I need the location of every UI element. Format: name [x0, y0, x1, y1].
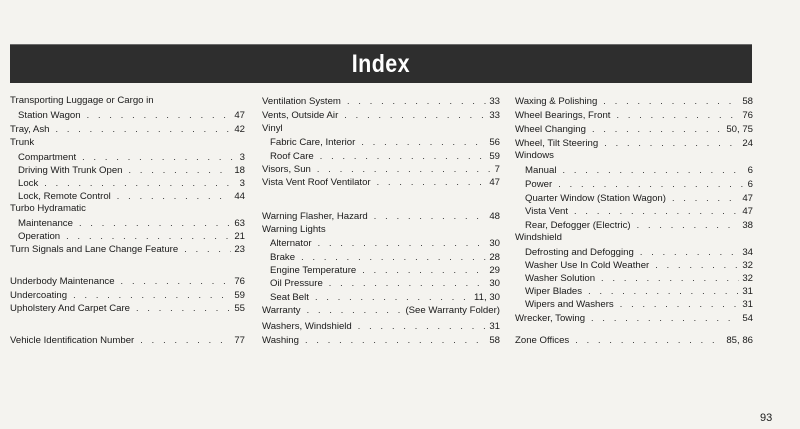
leader-dots	[595, 271, 739, 285]
entry-text: Vista Vent	[525, 206, 569, 217]
entry-text: Transporting Luggage or Cargo in	[10, 95, 154, 106]
leader-dots	[38, 176, 236, 190]
entry-text: Zone Offices	[515, 335, 570, 346]
index-entry	[515, 204, 753, 218]
entry-text: Vista Vent Roof Ventilator	[262, 177, 371, 188]
entry-text: Lock, Remote Control	[18, 191, 111, 202]
index-entry	[515, 245, 753, 259]
leader-dots	[634, 245, 740, 259]
entry-text: Operation	[18, 231, 61, 242]
entry-page: 47	[742, 193, 753, 204]
entry-page: 28	[489, 252, 500, 263]
index-entry	[262, 108, 500, 122]
leader-dots	[352, 319, 487, 333]
entry-text: Rear, Defogger (Electric)	[525, 220, 631, 231]
index-entry	[262, 162, 500, 176]
index-entry	[515, 149, 753, 163]
index-entry	[262, 175, 500, 189]
entry-page: 34	[742, 247, 753, 258]
leader-dots	[586, 122, 723, 136]
index-entry	[515, 311, 753, 325]
entry-text: Fabric Care, Interior	[270, 137, 356, 148]
leader-dots	[610, 108, 739, 122]
entry-text: Wheel, Tilt Steering	[515, 138, 599, 149]
title-banner	[10, 45, 752, 83]
entry-page: 42	[234, 124, 245, 135]
leader-dots	[631, 218, 740, 232]
entry-page: 47	[742, 206, 753, 217]
entry-text: Compartment	[18, 152, 77, 163]
entry-page: 18	[234, 165, 245, 176]
index-entry	[262, 94, 500, 108]
page-number: 93	[760, 412, 773, 424]
index-entry	[515, 136, 753, 150]
leader-dots	[666, 191, 739, 205]
index-entry	[515, 297, 753, 311]
entry-text: Driving With Trunk Open	[18, 165, 123, 176]
leader-dots	[312, 236, 487, 250]
index-entry	[515, 108, 753, 122]
entry-text: Alternator	[270, 238, 312, 249]
entry-text: Wiper Blades	[525, 286, 583, 297]
leader-dots	[341, 94, 486, 108]
leader-dots	[295, 250, 486, 264]
entry-text: Wipers and Washers	[525, 299, 614, 310]
index-entry	[10, 136, 245, 150]
leader-dots	[556, 163, 744, 177]
index-entry	[515, 191, 753, 205]
entry-text: Quarter Window (Station Wagon)	[525, 193, 666, 204]
entry-text: Warranty	[262, 305, 301, 316]
index-entry	[10, 229, 245, 243]
index-entry	[515, 218, 753, 232]
index-entry	[262, 263, 500, 277]
entry-page: 85, 86	[726, 335, 753, 346]
entry-page: 77	[234, 335, 245, 346]
entry-text: Vehicle Identification Number	[10, 335, 135, 346]
entry-page: 44	[234, 191, 245, 202]
leader-dots	[569, 333, 723, 347]
leader-dots	[568, 204, 739, 218]
entry-page: 31	[742, 299, 753, 310]
entry-page: 6	[747, 165, 753, 176]
entry-page: 63	[234, 218, 245, 229]
entry-page: 56	[489, 137, 500, 148]
leader-dots	[73, 216, 231, 230]
entry-page: 47	[489, 177, 500, 188]
index-entry	[10, 176, 245, 190]
entry-page: 47	[234, 110, 245, 121]
index-entry	[262, 236, 500, 250]
entry-page: 31	[742, 286, 753, 297]
entry-text: Underbody Maintenance	[10, 276, 115, 287]
index-entry	[515, 163, 753, 177]
entry-text: Roof Care	[270, 151, 314, 162]
entry-text: Wheel Changing	[515, 124, 586, 135]
leader-dots	[356, 263, 486, 277]
leader-dots	[178, 242, 231, 256]
index-entry	[515, 231, 753, 245]
entry-page: 76	[742, 110, 753, 121]
index-entry	[10, 242, 245, 256]
index-entry	[515, 284, 753, 298]
entry-page: 23	[234, 244, 245, 255]
index-entry	[10, 216, 245, 230]
index-entry	[262, 319, 500, 333]
leader-dots	[597, 94, 739, 108]
leader-dots	[311, 162, 492, 176]
entry-page: 6	[747, 179, 753, 190]
entry-text: Oil Pressure	[270, 278, 323, 289]
index-entry	[262, 333, 500, 347]
entry-page: 33	[489, 96, 500, 107]
index-entry	[10, 108, 245, 122]
index-entry	[515, 333, 753, 347]
entry-text: Wheel Bearings, Front	[515, 110, 611, 121]
entry-text: Washer Use In Cold Weather	[525, 260, 650, 271]
entry-page: 30	[489, 238, 500, 249]
leader-dots	[598, 136, 739, 150]
entry-text: Turbo Hydramatic	[10, 203, 86, 214]
leader-dots	[49, 122, 231, 136]
index-entry	[10, 288, 245, 302]
entry-text: Washing	[262, 335, 299, 346]
entry-page: 59	[489, 151, 500, 162]
entry-text: Seat Belt	[270, 292, 309, 303]
leader-dots	[115, 274, 232, 288]
entry-text: Wrecker, Towing	[515, 313, 586, 324]
leader-dots	[309, 290, 471, 304]
entry-text: Warning Lights	[262, 224, 326, 235]
entry-text: Station Wagon	[18, 110, 81, 121]
entry-text: Defrosting and Defogging	[525, 247, 634, 258]
entry-text: Ventilation System	[262, 96, 341, 107]
entry-text: Turn Signals and Lane Change Feature	[10, 244, 179, 255]
leader-dots	[338, 108, 486, 122]
entry-page: 24	[742, 138, 753, 149]
entry-page: 33	[489, 110, 500, 121]
leader-dots	[582, 284, 739, 298]
leader-dots	[355, 135, 486, 149]
entry-text: Tray, Ash	[10, 124, 50, 135]
entry-page: 58	[742, 96, 753, 107]
entry-text: Vinyl	[262, 123, 283, 134]
index-entry	[515, 122, 753, 136]
entry-page: 38	[742, 220, 753, 231]
entry-text: Windows	[515, 150, 554, 161]
entry-page: 29	[489, 265, 500, 276]
leader-dots	[299, 333, 486, 347]
leader-dots	[368, 209, 487, 223]
entry-text: Undercoating	[10, 290, 68, 301]
entry-text: Brake	[270, 252, 296, 263]
entry-text: Washers, Windshield	[262, 321, 352, 332]
entry-text: Trunk	[10, 137, 35, 148]
index-entry	[262, 303, 500, 317]
entry-text: Manual	[525, 165, 557, 176]
index-entry	[10, 274, 245, 288]
entry-page: 31	[489, 321, 500, 332]
entry-page: (See Warranty Folder)	[405, 305, 500, 316]
entry-page: 54	[742, 313, 753, 324]
leader-dots	[585, 311, 739, 325]
index-entry	[10, 150, 245, 164]
entry-page: 7	[494, 164, 500, 175]
page-title: Index	[351, 49, 411, 78]
entry-page: 11, 30	[474, 292, 500, 303]
entry-text: Maintenance	[18, 218, 73, 229]
entry-text: Warning Flasher, Hazard	[262, 211, 368, 222]
leader-dots	[323, 276, 487, 290]
leader-dots	[314, 149, 487, 163]
index-entry	[10, 163, 245, 177]
leader-dots	[301, 303, 403, 317]
entry-page: 59	[234, 290, 245, 301]
index-entry	[262, 250, 500, 264]
entry-text: Vents, Outside Air	[262, 110, 339, 121]
index-entry	[262, 276, 500, 290]
index-entry	[515, 94, 753, 108]
index-entry	[10, 189, 245, 203]
entry-text: Lock	[18, 178, 39, 189]
index-entry	[10, 301, 245, 315]
entry-text: Waxing & Polishing	[515, 96, 598, 107]
leader-dots	[552, 177, 744, 191]
index-entry	[10, 333, 245, 347]
index-entry	[262, 290, 500, 304]
leader-dots	[76, 150, 237, 164]
index-entry	[262, 149, 500, 163]
entry-page: 55	[234, 303, 245, 314]
entry-text: Visors, Sun	[262, 164, 311, 175]
index-entry	[10, 202, 245, 216]
entry-text: Power	[525, 179, 553, 190]
entry-page: 30	[489, 278, 500, 289]
entry-page: 3	[239, 152, 245, 163]
entry-page: 76	[234, 276, 245, 287]
leader-dots	[60, 229, 231, 243]
leader-dots	[130, 301, 231, 315]
index-entry	[262, 223, 500, 237]
entry-page: 58	[489, 335, 500, 346]
index-entry	[515, 258, 753, 272]
entry-page: 32	[742, 273, 753, 284]
index-entry	[262, 122, 500, 136]
entry-page: 48	[489, 211, 500, 222]
entry-page: 50, 75	[726, 124, 753, 135]
leader-dots	[111, 189, 232, 203]
leader-dots	[81, 108, 232, 122]
index-entry	[262, 209, 500, 223]
index-entry	[10, 94, 245, 108]
entry-text: Upholstery And Carpet Care	[10, 303, 130, 314]
index-entry	[262, 135, 500, 149]
entry-page: 21	[234, 231, 245, 242]
entry-page: 32	[742, 260, 753, 271]
entry-text: Washer Solution	[525, 273, 596, 284]
entry-text: Engine Temperature	[270, 265, 357, 276]
leader-dots	[134, 333, 231, 347]
index-entry	[515, 271, 753, 285]
index-entry	[10, 122, 245, 136]
leader-dots	[371, 175, 487, 189]
leader-dots	[67, 288, 231, 302]
entry-page: 3	[239, 178, 245, 189]
index-entry	[515, 177, 753, 191]
leader-dots	[123, 163, 232, 177]
leader-dots	[649, 258, 739, 272]
entry-text: Windshield	[515, 232, 562, 243]
leader-dots	[614, 297, 740, 311]
